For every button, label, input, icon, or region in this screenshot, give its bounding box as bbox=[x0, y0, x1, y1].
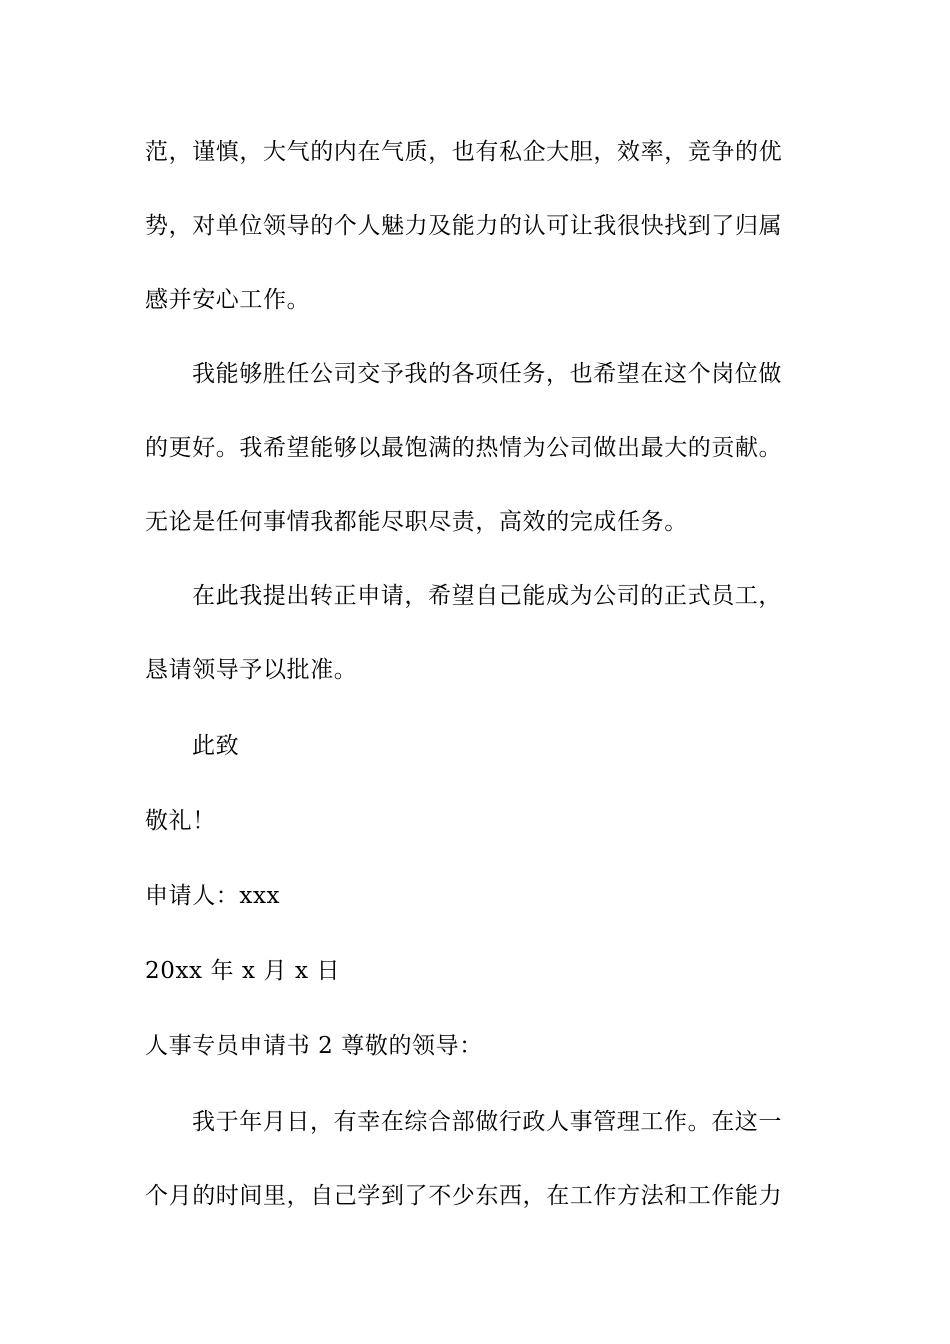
paragraph-line: 感并安心工作。 bbox=[145, 287, 311, 313]
paragraph-line: 的更好。我希望能够以最饱满的热情为公司做出最大的贡献。 bbox=[145, 435, 783, 461]
applicant-line: 申请人：xxx bbox=[145, 883, 281, 909]
paragraph-line: 范，谨慎，大气的内在气质，也有私企大胆，效率，竞争的优 bbox=[145, 139, 783, 165]
paragraph-line: 我于年月日，有幸在综合部做行政人事管理工作。在这一 bbox=[192, 1109, 782, 1135]
section-heading: 人事专员申请书 2 尊敬的领导： bbox=[145, 1033, 483, 1059]
paragraph-line: 我能够胜任公司交予我的各项任务，也希望在这个岗位做 bbox=[192, 361, 782, 387]
closing-respect: 敬礼！ bbox=[145, 808, 216, 834]
paragraph-line: 无论是任何事情我都能尽职尽责，高效的完成任务。 bbox=[145, 509, 688, 535]
paragraph-line: 恳请领导予以批准。 bbox=[145, 657, 358, 683]
closing-salutation: 此致 bbox=[192, 733, 240, 759]
date-line: 20xx 年 x 月 x 日 bbox=[145, 958, 341, 984]
paragraph-line: 势，对单位领导的个人魅力及能力的认可让我很快找到了归属 bbox=[145, 213, 783, 239]
paragraph-line: 在此我提出转正申请，希望自己能成为公司的正式员工， bbox=[192, 583, 782, 609]
paragraph-line: 个月的时间里，自己学到了不少东西，在工作方法和工作能力 bbox=[145, 1183, 783, 1209]
